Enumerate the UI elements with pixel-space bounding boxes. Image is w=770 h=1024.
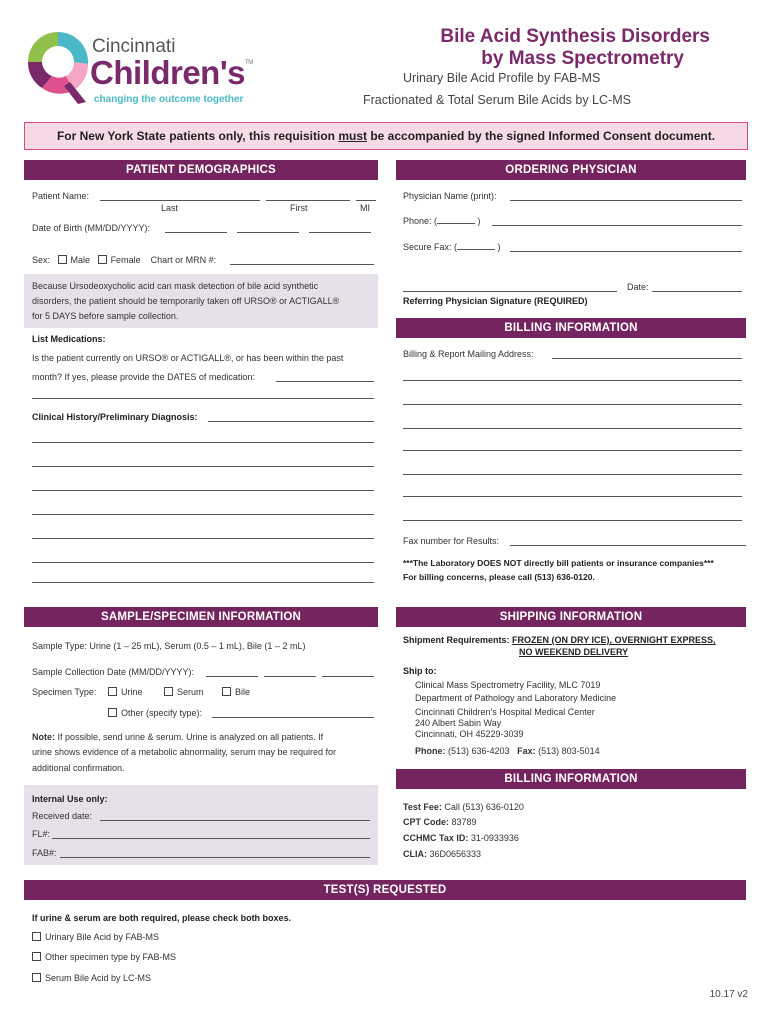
tax-value: 31-0933936: [470, 833, 519, 843]
fax-results-label: Fax number for Results:: [403, 536, 500, 546]
logo-mark: [22, 24, 94, 106]
shipment-requirements: [403, 634, 716, 647]
specimen-bile-option: [222, 686, 250, 698]
ship-fax-label: Fax:: [517, 746, 536, 756]
logo-org-line2: Children's™: [90, 54, 253, 91]
phone-label: Phone: ( ): [403, 216, 481, 226]
sex-row: [32, 254, 216, 266]
other-specify-field[interactable]: [212, 717, 374, 718]
urso-note-3: for 5 DAYS before sample collection.: [32, 311, 179, 321]
medications-question-2: month? If yes, please provide the DATES of medication:: [32, 372, 255, 382]
sample-header: SAMPLE/SPECIMEN INFORMATION: [24, 607, 378, 627]
cpt-label: CPT Code:: [403, 817, 449, 827]
other-checkbox[interactable]: [108, 708, 117, 717]
fab-label: FAB#:: [32, 848, 57, 858]
shipment-req-label: Shipment Requirements:: [403, 635, 510, 645]
serum-checkbox[interactable]: [164, 687, 173, 696]
sample-note-2: urine shows evidence of a metabolic abnormality, serum may be required for: [32, 747, 336, 757]
mi-caption: MI: [360, 203, 370, 213]
history-line-4[interactable]: [32, 514, 374, 515]
urine-label: Urine: [121, 687, 143, 697]
signature-caption: Referring Physician Signature (REQUIRED): [403, 296, 588, 306]
billing-address-line-3[interactable]: [403, 428, 742, 429]
notice-emphasis: must: [338, 129, 367, 143]
clia: [403, 848, 481, 860]
cpt-value: 83789: [451, 817, 477, 827]
collection-year-field[interactable]: [322, 676, 374, 677]
urine-checkbox[interactable]: [108, 687, 117, 696]
urinary-test-checkbox[interactable]: [32, 932, 41, 941]
urso-note-2: disorders, the patient should be temporarily taken off URSO® or ACTIGALL®: [32, 296, 340, 306]
date-label: Date:: [627, 282, 649, 292]
physician-name-label: Physician Name (print):: [403, 191, 497, 201]
notice-text-before: For New York State patients only, this requisition: [56, 129, 339, 143]
tests-instruction: If urine & serum are both required, please check both boxes.: [32, 913, 292, 923]
test-fee-value: Call (513) 636-0120: [444, 802, 524, 812]
bile-label: Bile: [235, 687, 251, 697]
urso-note-1: Because Ursodeoxycholic acid can mask detection of bile acid synthetic: [32, 281, 319, 291]
ship-address-3: Cincinnati Children's Hospital Medical Center: [415, 707, 595, 717]
subtitle-2: Fractionated & Total Serum Bile Acids by LC-MS: [363, 93, 631, 107]
specimen-serum-option: [164, 686, 204, 698]
ship-phone: (513) 636-4203: [448, 746, 510, 756]
medications-question-1: Is the patient currently on URSO® or ACTIGALL®, or has been within the past: [32, 353, 344, 363]
clia-value: 36D0656333: [429, 849, 482, 859]
fl-field[interactable]: [52, 838, 370, 839]
ship-address-4: 240 Albert Sabin Way: [415, 718, 502, 728]
title-line1: Bile Acid Synthesis Disorders: [440, 26, 710, 47]
subtitle-1: Urinary Bile Acid Profile by FAB-MS: [403, 71, 601, 85]
billing-address-label: Billing & Report Mailing Address:: [403, 349, 534, 359]
other-label: Other (specify type):: [121, 708, 203, 718]
billing-address-line-1[interactable]: [403, 380, 742, 381]
ship-phone-label: Phone:: [415, 746, 446, 756]
dob-day-field[interactable]: [237, 232, 299, 233]
shipment-req-value-2: NO WEEKEND DELIVERY: [519, 647, 629, 657]
physician-name-field[interactable]: [510, 200, 742, 201]
specimen-urine-option: [108, 686, 143, 698]
history-field[interactable]: [208, 421, 374, 422]
consent-notice: [24, 122, 748, 150]
ship-to-label: Ship to:: [403, 666, 437, 676]
other-test-label: Other specimen type by FAB-MS: [45, 952, 177, 962]
shipping-header: SHIPPING INFORMATION: [396, 607, 746, 627]
medication-dates-field[interactable]: [276, 381, 374, 382]
first-caption: First: [290, 203, 308, 213]
billing-header: BILLING INFORMATION: [396, 318, 746, 338]
sex-label: Sex:: [32, 255, 51, 265]
sample-note-bold: Note:: [32, 732, 55, 742]
patient-first-field[interactable]: [266, 200, 350, 201]
test-fee: [403, 801, 524, 813]
history-line-3[interactable]: [32, 490, 374, 491]
ship-contact: [415, 745, 600, 757]
physician-header: ORDERING PHYSICIAN: [396, 160, 746, 180]
last-caption: Last: [161, 203, 179, 213]
billing-address-line-7[interactable]: [403, 520, 742, 521]
ship-address-1: Clinical Mass Spectrometry Facility, MLC 7019: [415, 680, 601, 690]
form-title: [440, 26, 710, 70]
serum-test-checkbox[interactable]: [32, 973, 41, 982]
cpt-code: [403, 816, 477, 828]
mrn-field[interactable]: [230, 264, 374, 265]
fax-label: Secure Fax: ( ): [403, 242, 501, 252]
specimen-other-option: [108, 707, 202, 719]
billing2-header: BILLING INFORMATION: [396, 769, 746, 789]
billing-address-line-2[interactable]: [403, 404, 742, 405]
logo-org-line1: Cincinnati: [92, 36, 176, 57]
test-option-serum: [32, 972, 151, 984]
female-label: Female: [110, 255, 141, 265]
phone-field[interactable]: [492, 225, 742, 226]
version-label: 10.17 v2: [709, 989, 748, 1000]
urinary-test-label: Urinary Bile Acid by FAB-MS: [45, 932, 160, 942]
collection-month-field[interactable]: [206, 676, 258, 677]
test-option-other: [32, 951, 176, 963]
patient-mi-field[interactable]: [356, 200, 376, 201]
tax-id: [403, 832, 519, 844]
fl-label: FL#:: [32, 829, 51, 839]
signature-field[interactable]: [403, 291, 617, 292]
male-checkbox[interactable]: [58, 255, 67, 264]
medication-dates-field-2[interactable]: [32, 398, 374, 399]
dob-year-field[interactable]: [309, 232, 371, 233]
phone-label-text: Phone: (: [403, 216, 438, 226]
specimen-type-label: Specimen Type:: [32, 687, 97, 697]
medications-label: List Medications:: [32, 334, 106, 344]
tests-header: TEST(S) REQUESTED: [24, 880, 746, 900]
other-test-checkbox[interactable]: [32, 952, 41, 961]
patient-name-label: Patient Name:: [32, 191, 90, 201]
female-checkbox[interactable]: [98, 255, 107, 264]
shipment-req-value-1: FROZEN (ON DRY ICE), OVERNIGHT EXPRESS,: [512, 635, 716, 645]
trademark: TM: [245, 60, 253, 66]
clia-label: CLIA:: [403, 849, 427, 859]
collection-date-label: Sample Collection Date (MM/DD/YYYY):: [32, 667, 195, 677]
bile-checkbox[interactable]: [222, 687, 231, 696]
fab-field[interactable]: [60, 857, 370, 858]
sample-note-1: [32, 731, 323, 743]
notice-text-after: be accompanied by the signed Informed Consent document.: [367, 129, 716, 143]
ship-fax: (513) 803-5014: [538, 746, 600, 756]
serum-label: Serum: [177, 687, 204, 697]
secure-fax-field[interactable]: [510, 251, 742, 252]
dob-label: Date of Birth (MM/DD/YYYY):: [32, 223, 151, 233]
received-date-field[interactable]: [100, 820, 370, 821]
sample-note-text: If possible, send urine & serum. Urine is analyzed on all patients. If: [55, 732, 324, 742]
received-date-label: Received date:: [32, 811, 93, 821]
history-line-6[interactable]: [32, 562, 374, 563]
billing-note-2: For billing concerns, please call (513) 636-0120.: [403, 572, 595, 582]
history-line-7[interactable]: [32, 582, 374, 583]
test-option-urinary: [32, 931, 159, 943]
test-fee-label: Test Fee:: [403, 802, 442, 812]
billing-address-line-6[interactable]: [403, 496, 742, 497]
history-line-1[interactable]: [32, 442, 374, 443]
billing-address-line-5[interactable]: [403, 474, 742, 475]
fax-results-field[interactable]: [510, 545, 746, 546]
sample-note-3: additional confirmation.: [32, 763, 125, 773]
logo-tagline: changing the outcome together: [94, 94, 244, 105]
history-label: Clinical History/Preliminary Diagnosis:: [32, 412, 198, 422]
dob-month-field[interactable]: [165, 232, 227, 233]
billing-address-field[interactable]: [552, 358, 742, 359]
sample-type-label: Sample Type: Urine (1 – 25 mL), Serum (0.5 – 1 mL), Bile (1 – 2 mL): [32, 641, 306, 651]
male-label: Male: [70, 255, 91, 265]
history-line-2[interactable]: [32, 466, 374, 467]
billing-note-1: ***The Laboratory DOES NOT directly bill patients or insurance companies***: [403, 558, 714, 568]
history-line-5[interactable]: [32, 538, 374, 539]
signature-date-field[interactable]: [652, 291, 742, 292]
logo: [22, 24, 262, 110]
serum-test-label: Serum Bile Acid by LC-MS: [45, 973, 152, 983]
patient-last-field[interactable]: [100, 200, 260, 201]
ship-address-5: Cincinnati, OH 45229-3039: [415, 729, 524, 739]
ship-address-2: Department of Pathology and Laboratory Medicine: [415, 693, 617, 703]
fax-label-text: Secure Fax: (: [403, 242, 458, 252]
title-line2: by Mass Spectrometry: [481, 48, 684, 69]
internal-use-label: Internal Use only:: [32, 794, 108, 804]
collection-day-field[interactable]: [264, 676, 316, 677]
tax-label: CCHMC Tax ID:: [403, 833, 469, 843]
mrn-label: Chart or MRN #:: [150, 255, 217, 265]
patient-header: PATIENT DEMOGRAPHICS: [24, 160, 378, 180]
billing-address-line-4[interactable]: [403, 450, 742, 451]
